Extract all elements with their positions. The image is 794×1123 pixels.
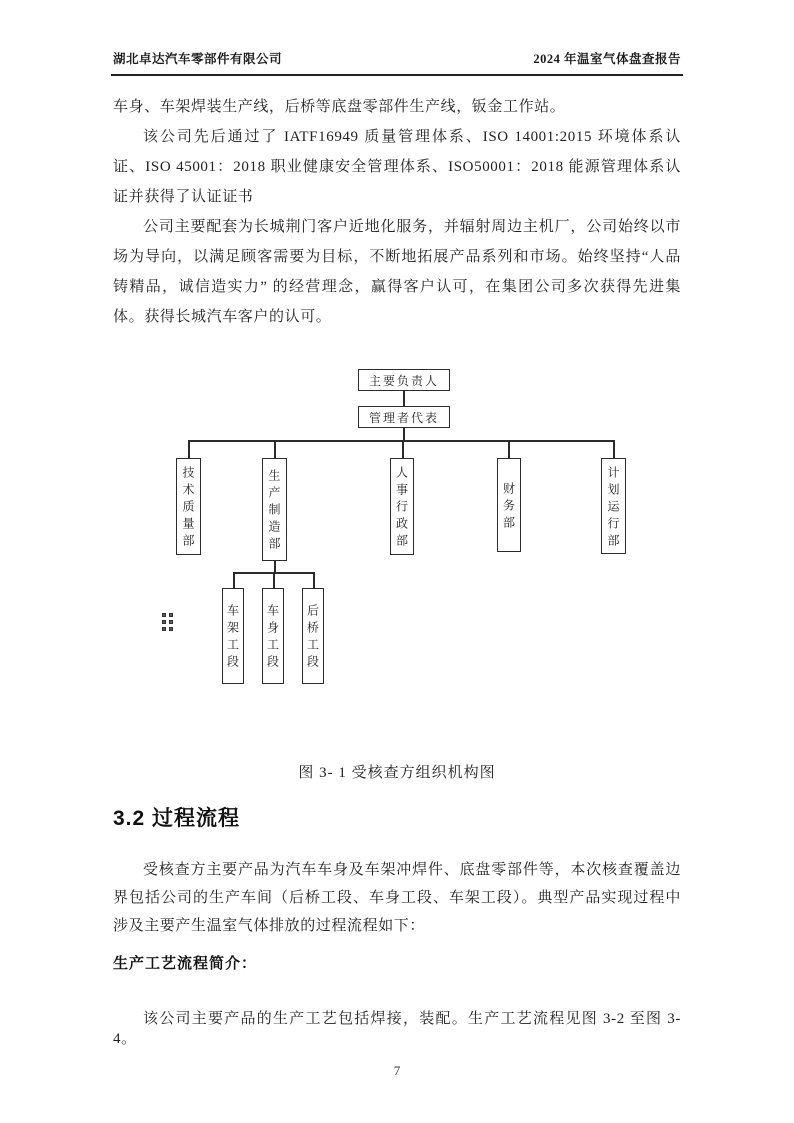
- page-content: [113, 92, 681, 332]
- org-box-section-rear-axle: 后桥工段: [302, 588, 324, 684]
- process-intro-label: 生产工艺流程简介：: [113, 956, 258, 972]
- paragraph-production-lines: 车身、车架焊装生产线，后桥等底盘零部件生产线，钣金工作站。: [113, 99, 566, 115]
- header-company-name: 湖北卓达汽车零部件有限公司: [113, 52, 283, 66]
- org-box-representative: 管理者代表: [358, 406, 450, 428]
- org-box-dept-finance: 财务部: [497, 458, 521, 552]
- org-connector-line: [273, 572, 275, 588]
- org-chart-figure: [0, 364, 794, 699]
- section-heading-3-2: 3.2 过程流程: [113, 807, 241, 830]
- org-connector-line: [313, 572, 315, 588]
- header-report-title: 2024 年温室气体盘查报告: [533, 52, 681, 66]
- org-box-section-frame: 车架工段: [222, 588, 244, 684]
- org-box-dept-manufacturing: 生产制造部: [262, 458, 287, 561]
- org-connector-line: [403, 391, 405, 406]
- paragraph-market: 公司主要配套为长城荆门客户近地化服务，并辐射周边主机厂，公司始终以市场为导向，以满足顾客需要为目标，不断地拓展产品系列和市场。始终坚持“人品铸精品，诚信造实力” 的经营理念，赢得客户认可，在集团公司多次获得先进集体。获得长城汽车客户的认可。: [113, 219, 681, 325]
- org-connector-line: [613, 440, 615, 458]
- org-box-section-body: 车身工段: [262, 588, 284, 684]
- org-connector-line: [508, 440, 510, 458]
- org-connector-rail: [188, 440, 614, 442]
- paragraph-process: 该公司主要产品的生产工艺包括焊接，装配。生产工艺流程见图 3-2 至图 3-4。: [113, 1011, 681, 1047]
- org-connector-line: [274, 440, 276, 458]
- page-number: 7: [393, 1063, 401, 1078]
- org-connector-line: [233, 572, 235, 588]
- org-connector-line: [188, 440, 190, 458]
- org-box-dept-planning: 计划运行部: [601, 458, 626, 554]
- org-box-dept-tech-quality: 技术质量部: [176, 458, 201, 555]
- paragraph-certifications: 该公司先后通过了 IATF16949 质量管理体系、ISO 14001:2015 环境体系认证、ISO 45001：2018 职业健康安全管理体系、ISO50001：2018 能源管理体系认证并获得了认证证书: [113, 129, 681, 205]
- paragraph-scope: 受核查方主要产品为汽车车身及车架冲焊件、底盘零部件等，本次核查覆盖边界包括公司的生产车间（后桥工段、车身工段、车架工段）。典型产品实现过程中涉及主要产生温室气体排放的过程流程如下：: [113, 862, 681, 934]
- drag-handle-dots-icon: [162, 613, 173, 631]
- org-box-top-leader: 主要负责人: [358, 369, 450, 391]
- page-header: [111, 0, 683, 76]
- org-box-dept-hr-admin: 人事行政部: [390, 458, 414, 555]
- figure-caption: 图 3- 1 受核查方组织机构图: [298, 765, 496, 781]
- org-connector-line: [402, 440, 404, 458]
